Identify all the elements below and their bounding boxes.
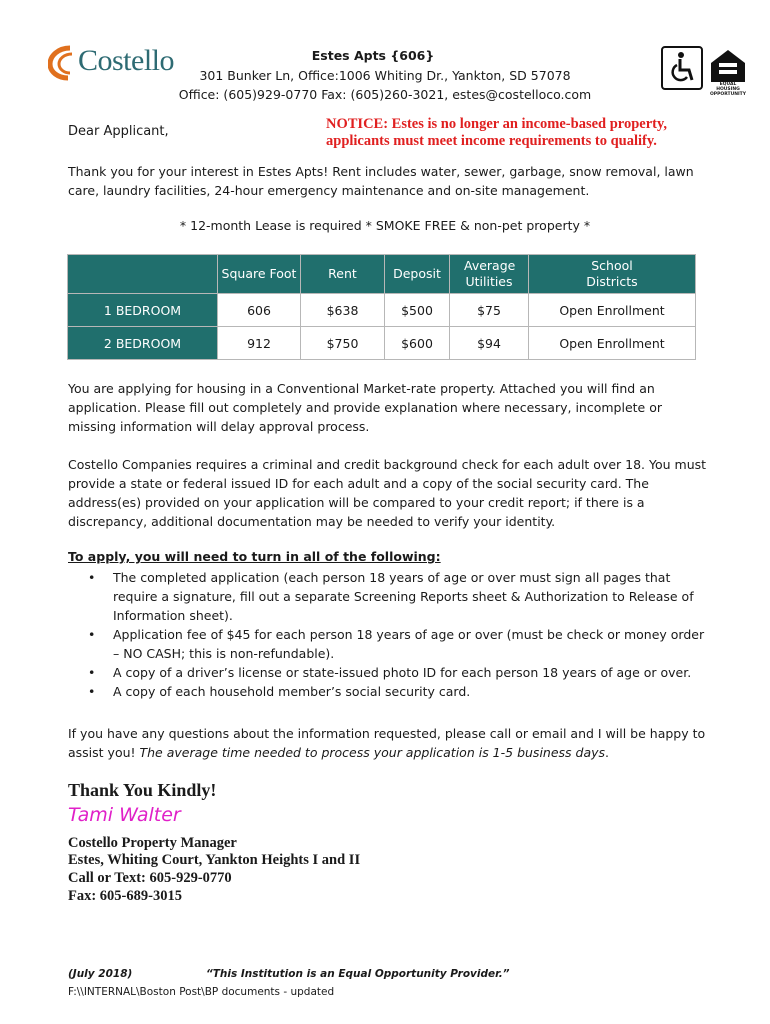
table-row bbox=[68, 294, 696, 327]
managed-properties: Estes, Whiting Court, Yankton Heights I and II bbox=[68, 852, 361, 868]
table-header-cell: Rent bbox=[301, 255, 385, 294]
table-header-cell bbox=[450, 255, 529, 294]
table-cell: 912 bbox=[218, 327, 301, 360]
table-cell: $500 bbox=[385, 294, 450, 327]
list-item: • A copy of each household member’s social security card. bbox=[88, 682, 708, 701]
file-path: F:\\INTERNAL\Boston Post\BP documents - updated bbox=[68, 986, 335, 998]
table-row bbox=[68, 327, 696, 360]
school-header: School Districts bbox=[586, 258, 638, 289]
list-item: • The completed application (each person 18 years of age or over must sign all pages that require a signature, fill out a separate Screening Reports sheet & Authorization to Release of Information sheet). bbox=[88, 568, 708, 625]
lease-requirements: * 12-month Lease is required * SMOKE FREE & non-pet property * bbox=[179, 218, 591, 233]
table-header-cell: Deposit bbox=[385, 255, 450, 294]
table-cell: Open Enrollment bbox=[529, 294, 696, 327]
table-cell: $750 bbox=[301, 327, 385, 360]
questions-end: . bbox=[605, 745, 610, 760]
questions-text: If you have any questions about the information requested, please call or email and I will be happy to assist you! bbox=[68, 726, 706, 760]
conventional-paragraph: You are applying for housing in a Conventional Market-rate property. Attached you will find an application. Please fill out completely and provide explanation where necessary, incomplete or missing information will delay approval process. bbox=[68, 381, 662, 434]
table-header-cell: Square Foot bbox=[218, 255, 301, 294]
wheelchair-accessible-icon bbox=[661, 46, 703, 90]
table-header-row bbox=[68, 255, 696, 294]
closing: Thank You Kindly! bbox=[68, 780, 217, 800]
office-contact: Office: (605)929-0770 Fax: (605)260-3021, estes@costelloco.com bbox=[178, 87, 592, 102]
table-cell: $94 bbox=[450, 327, 529, 360]
table-header-cell bbox=[529, 255, 696, 294]
footer-date: (July 2018) bbox=[68, 968, 133, 980]
logo-wordmark: Costello bbox=[78, 44, 175, 77]
handwritten-signature: Tami Walter bbox=[68, 804, 181, 826]
equal-opportunity-statement: “This Institution is an Equal Opportunity Provider.” bbox=[206, 968, 510, 980]
table-cell: 606 bbox=[218, 294, 301, 327]
processing-time-note: The average time needed to process your application is 1-5 business days bbox=[139, 745, 606, 760]
unit-rate-table bbox=[67, 254, 696, 360]
table-cell: $600 bbox=[385, 327, 450, 360]
apply-requirements-list bbox=[88, 568, 708, 701]
list-item: • A copy of a driver’s license or state-issued photo ID for each person 18 years of age or over. bbox=[88, 663, 708, 682]
equal-housing-caption: EQUAL HOUSING OPPORTUNITY bbox=[709, 82, 746, 97]
table-cell: $75 bbox=[450, 294, 529, 327]
background-check-paragraph: Costello Companies requires a criminal and credit background check for each adult over 18. You must provide a state or federal issued ID for each adult and a copy of the social security card. The address(es) provided on your application will be compared to your credit report; if there is a discrepancy, additional documentation may be needed to verify your identity. bbox=[68, 457, 707, 529]
notice-line-1: NOTICE: Estes is no longer an income-based property, bbox=[326, 116, 668, 132]
table-header-cell bbox=[68, 255, 218, 294]
income-notice bbox=[326, 116, 667, 150]
table-cell: Open Enrollment bbox=[529, 327, 696, 360]
intro-paragraph: Thank you for your interest in Estes Apts! Rent includes water, sewer, garbage, snow removal, lawn care, laundry facilities, 24-hour emergency maintenance and on-site management. bbox=[68, 164, 694, 198]
apply-heading: To apply, you will need to turn in all of the following: bbox=[68, 549, 441, 564]
property-title: Estes Apts {606} bbox=[311, 48, 435, 63]
utilities-header: Average Utilities bbox=[464, 258, 516, 289]
table-cell: $638 bbox=[301, 294, 385, 327]
greeting: Dear Applicant, bbox=[68, 124, 169, 139]
notice-line-2: applicants must meet income requirements to qualify. bbox=[326, 133, 657, 149]
list-item: • Application fee of $45 for each person 18 years of age or over (must be check or money order – NO CASH; this is non-refundable). bbox=[88, 625, 708, 663]
manager-title: Costello Property Manager bbox=[68, 835, 237, 851]
call-or-text: Call or Text: 605-929-0770 bbox=[68, 870, 232, 886]
fax-number: Fax: 605-689-3015 bbox=[68, 888, 182, 904]
property-address: 301 Bunker Ln, Office:1006 Whiting Dr., Yankton, SD 57078 bbox=[199, 68, 571, 83]
questions-paragraph bbox=[68, 724, 708, 762]
table-row-label: 1 BEDROOM bbox=[68, 294, 218, 327]
table-row-label: 2 BEDROOM bbox=[68, 327, 218, 360]
